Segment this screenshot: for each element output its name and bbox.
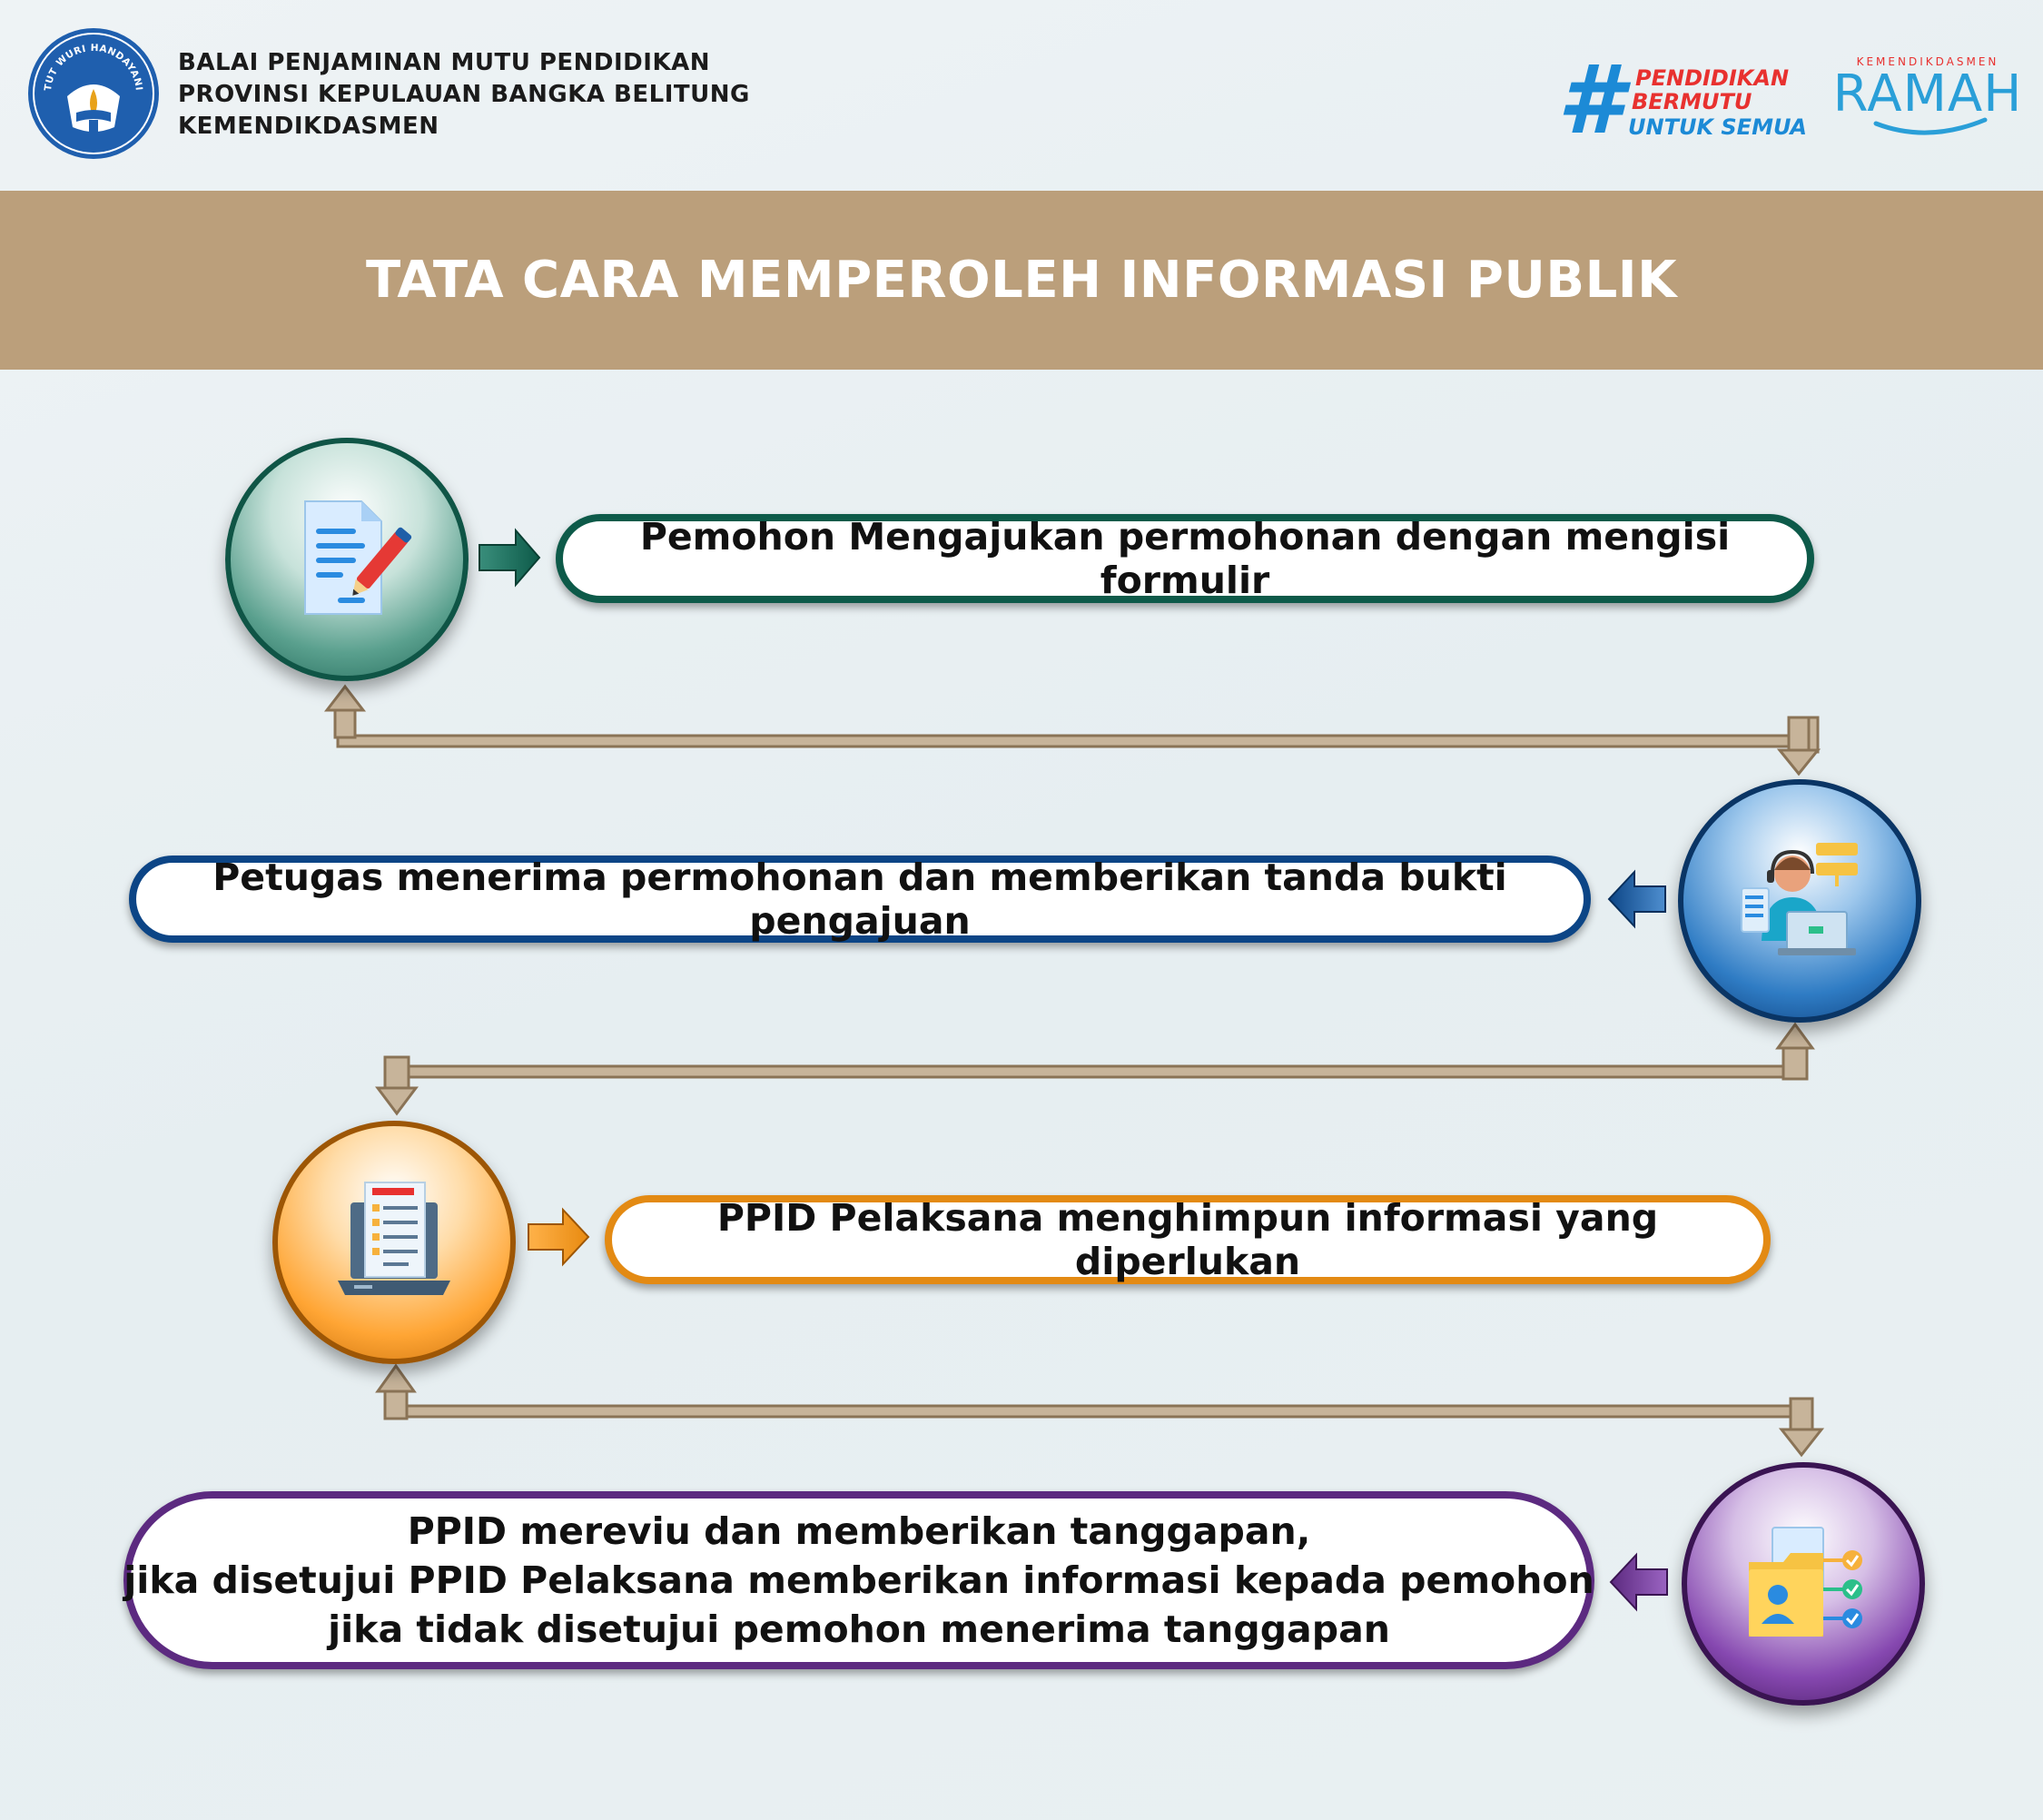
- svg-text:BERMUTU: BERMUTU: [1632, 89, 1752, 114]
- arrow-right-orange: [528, 1210, 588, 1264]
- step-3-description: PPID Pelaksana menghimpun informasi yang diperlukan: [605, 1195, 1771, 1284]
- laptop-document-icon: [327, 1175, 461, 1310]
- document-edit-icon: [280, 492, 414, 627]
- folder-checklist-icon: [1736, 1517, 1870, 1651]
- arrow-left-purple: [1611, 1555, 1667, 1609]
- page-title: TATA CARA MEMPEROLEH INFORMASI PUBLIK: [366, 251, 1677, 310]
- step-2-circle: [1678, 779, 1921, 1023]
- step-4-circle: [1682, 1462, 1925, 1706]
- svg-text:PENDIDIKAN: PENDIDIKAN: [1635, 65, 1790, 91]
- svg-text:TUT WURI HANDAYANI: TUT WURI HANDAYANI: [42, 42, 144, 92]
- svg-text:KEMENDIKDASMEN: KEMENDIKDASMEN: [1856, 55, 1999, 68]
- org-line-3: KEMENDIKDASMEN: [178, 113, 439, 140]
- arrow-right-teal: [479, 530, 539, 585]
- org-line-1: BALAI PENJAMINAN MUTU PENDIDIKAN: [178, 49, 710, 76]
- connector-3: [378, 1366, 1821, 1455]
- connector-1: [327, 687, 1818, 774]
- step-3-circle: [272, 1121, 516, 1364]
- svg-text:#: #: [1557, 53, 1624, 143]
- org-line-2: PROVINSI KEPULAUAN BANGKA BELITUNG: [178, 81, 750, 108]
- step-2-description: Petugas menerima permohonan dan memberikan tanda bukti pengajuan: [129, 856, 1591, 943]
- connector-2: [378, 1024, 1812, 1113]
- step-4-line-2: jika disetujui PPID Pelaksana memberikan informasi kepada pemohon: [123, 1558, 1594, 1602]
- svg-text:UNTUK SEMUA: UNTUK SEMUA: [1628, 114, 1807, 140]
- customer-service-icon: [1732, 834, 1867, 968]
- step-1-description: Pemohon Mengajukan permohonan dengan mengisi formulir: [556, 514, 1814, 603]
- step-1-circle: [225, 438, 469, 681]
- step-4-line-1: PPID mereviu dan memberikan tanggapan,: [407, 1509, 1311, 1553]
- step-4-description: [123, 1491, 1594, 1669]
- arrow-left-blue: [1609, 872, 1665, 926]
- step-4-line-3: jika tidak disetujui pemohon menerima tanggapan: [328, 1607, 1390, 1651]
- svg-text:RAMAH: RAMAH: [1832, 64, 2023, 124]
